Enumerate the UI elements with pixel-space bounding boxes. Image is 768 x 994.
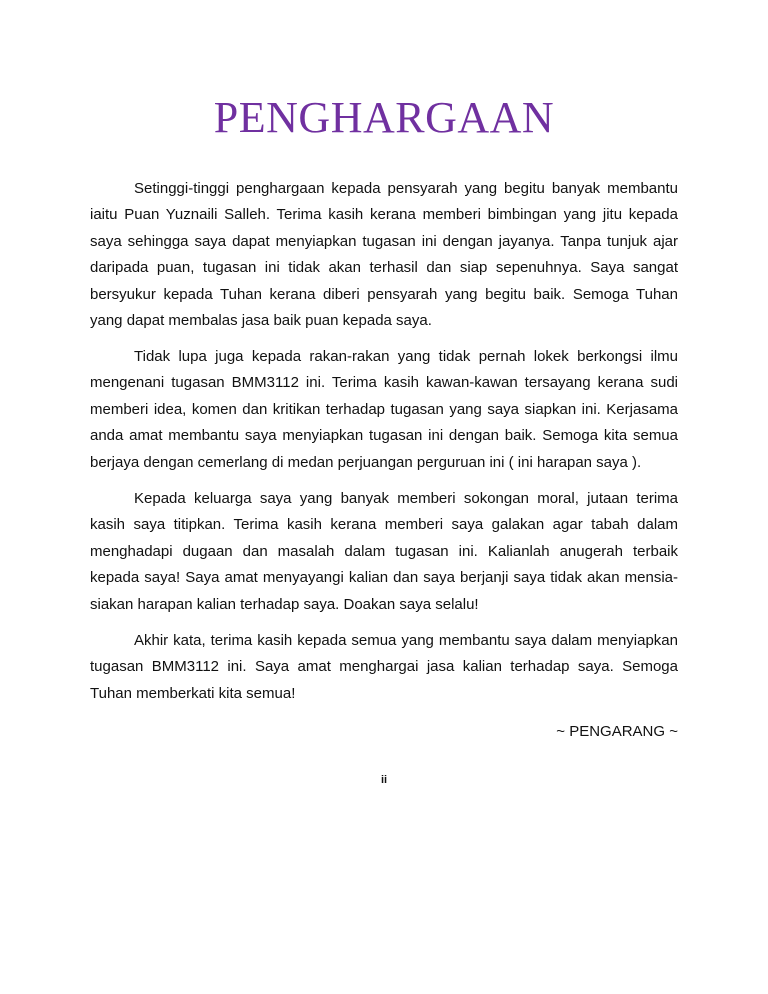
author-signature: ~ PENGARANG ~	[556, 723, 678, 740]
paragraph-closing: Akhir kata, terima kasih kepada semua yang membantu saya dalam menyiapkan tugasan BMM3112 ini. Saya amat menghargai jasa kalian terhadap saya. Semoga Tuhan memberkati kita semua!	[90, 632, 678, 702]
page-number: ii	[380, 774, 388, 786]
page-title: PENGHARGAAN	[213, 93, 555, 142]
paragraph-lecturer-thanks: Setinggi-tinggi penghargaan kepada pensyarah yang begitu banyak membantu iaitu Puan Yuznaili Salleh. Terima kasih kerana memberi bimbingan yang jitu kepada saya sehingga saya dapat menyiapkan tugasan ini dengan jayanya. Tanpa tunjuk ajar daripada puan, tugasan ini tidak akan terhasil dan siap sepenuhnya. Saya sangat bersyukur kepada Tuhan kerana diberi pensyarah yang begitu baik. Semoga Tuhan yang dapat membalas jasa baik puan kepada saya.	[90, 180, 678, 330]
paragraph-family-thanks: Kepada keluarga saya yang banyak memberi sokongan moral, jutaan terima kasih saya titipkan. Terima kasih kerana memberi saya galakan agar tabah dalam menghadapi dugaan dan masalah dalam tugasan ini. Kalianlah anugerah terbaik kepada saya! Saya amat menyayangi kalian dan saya berjanji saya tidak akan mensia-siakan harapan kalian terhadap saya. Doakan saya selalu!	[90, 490, 678, 613]
paragraph-friends-thanks: Tidak lupa juga kepada rakan-rakan yang tidak pernah lokek berkongsi ilmu mengenani tugasan BMM3112 ini. Terima kasih kawan-kawan tersayang kerana sudi memberi idea, komen dan kritikan terhadap tugasan yang saya siapkan ini. Kerjasama anda amat membantu saya menyiapkan tugasan ini dengan baik. Semoga kita semua berjaya dengan cemerlang di medan perjuangan perguruan ini ( ini harapan saya ).	[90, 348, 678, 471]
